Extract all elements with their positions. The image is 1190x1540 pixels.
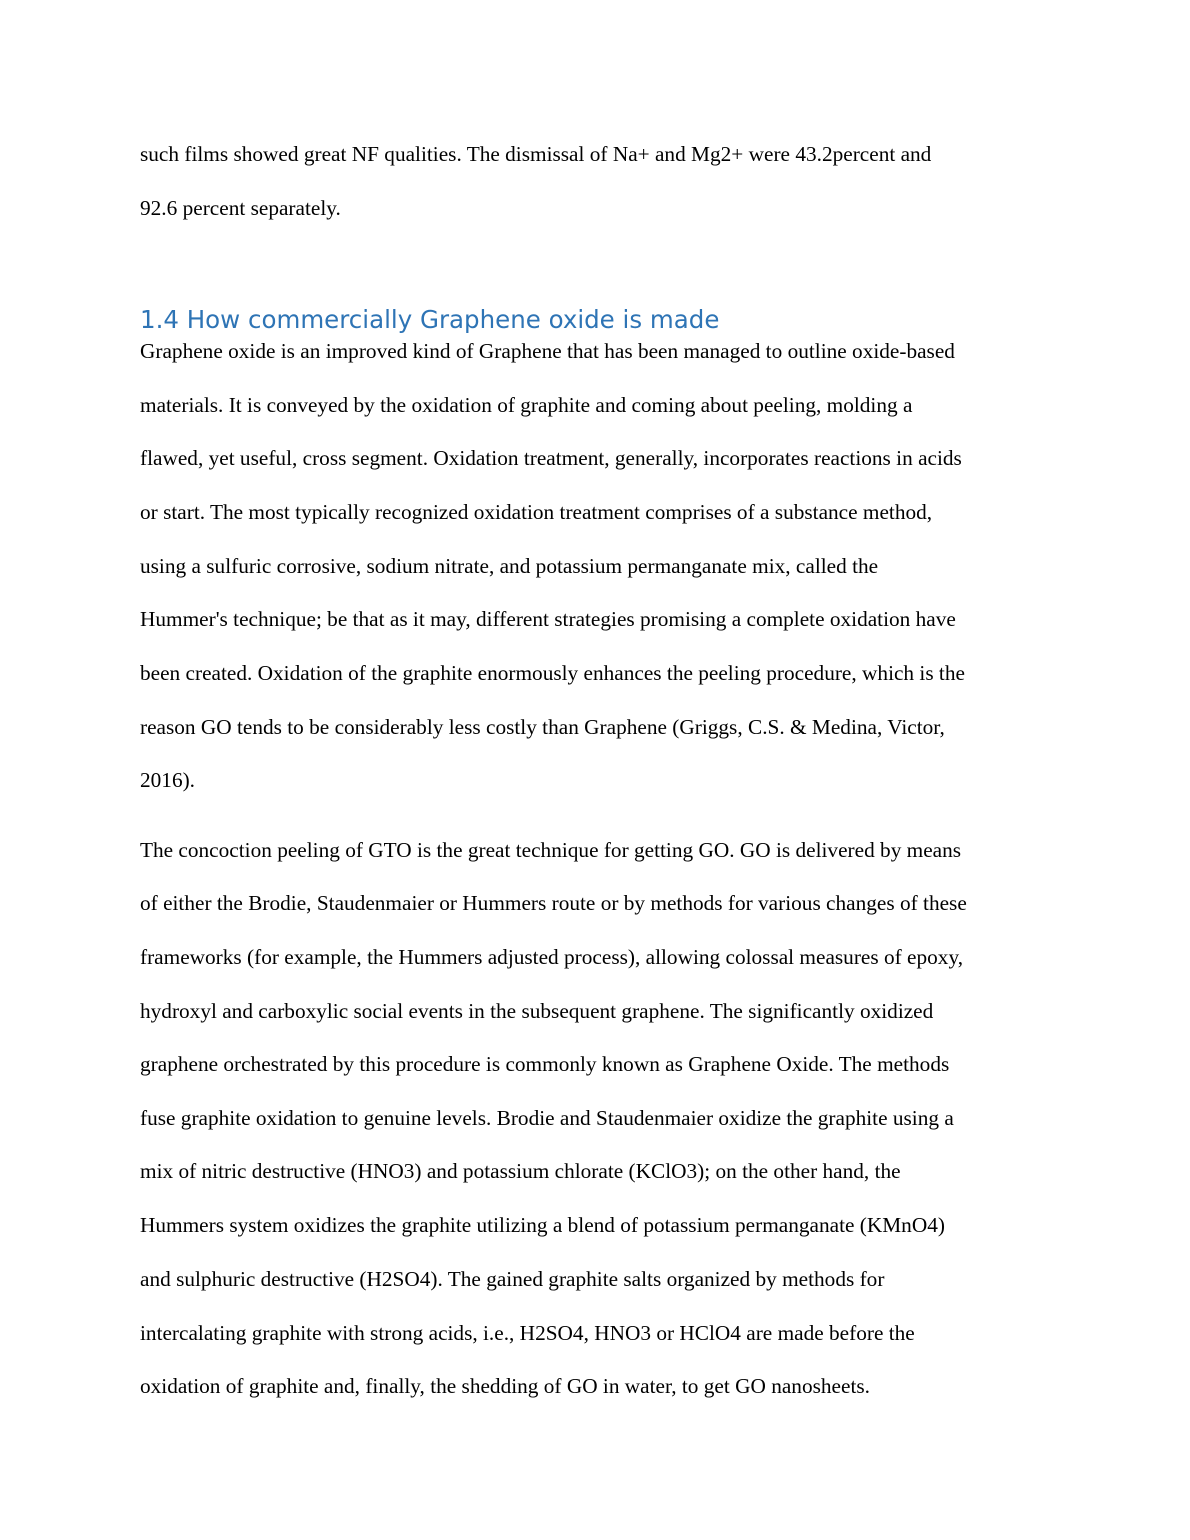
text-line: hydroxyl and carboxylic social events in the subsequent graphene. The significantly oxidized (140, 999, 934, 1023)
text-line: 2016). (140, 768, 196, 792)
text-line: frameworks (for example, the Hummers adjusted process), allowing colossal measures of epoxy, (140, 945, 964, 969)
text-line: 92.6 percent separately. (140, 196, 341, 220)
text-line: of either the Brodie, Staudenmaier or Hummers route or by methods for various changes of these (140, 891, 967, 915)
section-heading: 1.4 How commercially Graphene oxide is made (140, 305, 720, 334)
text-line: Hummers system oxidizes the graphite utilizing a blend of potassium permanganate (KMnO4) (140, 1213, 945, 1237)
text-line: graphene orchestrated by this procedure is commonly known as Graphene Oxide. The methods (140, 1052, 950, 1076)
text-line: flawed, yet useful, cross segment. Oxidation treatment, generally, incorporates reactions in acids (140, 446, 962, 470)
text-line: using a sulfuric corrosive, sodium nitrate, and potassium permanganate mix, called the (140, 554, 879, 578)
text-line: Graphene oxide is an improved kind of Graphene that has been managed to outline oxide-based (140, 339, 955, 363)
text-line: mix of nitric destructive (HNO3) and potassium chlorate (KClO3); on the other hand, the (140, 1159, 901, 1183)
text-line: materials. It is conveyed by the oxidation of graphite and coming about peeling, molding a (140, 393, 913, 417)
text-line: The concoction peeling of GTO is the great technique for getting GO. GO is delivered by means (140, 838, 962, 862)
text-line: intercalating graphite with strong acids, i.e., H2SO4, HNO3 or HClO4 are made before the (140, 1321, 915, 1345)
text-line: Hummer's technique; be that as it may, different strategies promising a complete oxidation have (140, 607, 956, 631)
text-line: such films showed great NF qualities. The dismissal of Na+ and Mg2+ were 43.2percent and (140, 142, 932, 166)
text-line: and sulphuric destructive (H2SO4). The gained graphite salts organized by methods for (140, 1267, 885, 1291)
text-line: oxidation of graphite and, finally, the shedding of GO in water, to get GO nanosheets. (140, 1374, 870, 1398)
text-line: fuse graphite oxidation to genuine levels. Brodie and Staudenmaier oxidize the graphite using a (140, 1106, 954, 1130)
text-line: or start. The most typically recognized oxidation treatment comprises of a substance method, (140, 500, 933, 524)
text-line: reason GO tends to be considerably less costly than Graphene (Griggs, C.S. & Medina, Victor, (140, 715, 945, 739)
text-line: been created. Oxidation of the graphite enormously enhances the peeling procedure, which is the (140, 661, 965, 685)
